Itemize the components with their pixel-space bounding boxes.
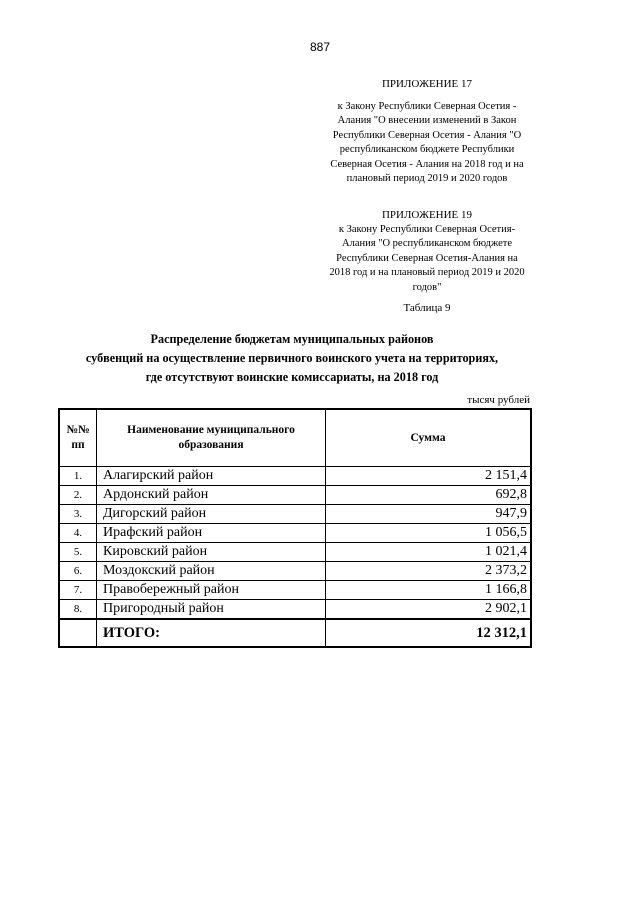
appendix-19-line: Республики Северная Осетия-Алания на	[336, 252, 518, 264]
distribution-table	[58, 408, 532, 648]
table-row	[59, 581, 531, 600]
row-sum: 1 056,5	[326, 524, 532, 543]
row-number: 7.	[59, 581, 97, 600]
header-number: №№ пп	[59, 409, 97, 467]
table-row	[59, 543, 531, 562]
table-row	[59, 524, 531, 543]
appendix-17-line: Республики Северная Осетия - Алания "О	[332, 129, 522, 141]
appendix-19-line: 2018 год и на плановый период 2019 и 2020	[329, 267, 525, 278]
table-row	[59, 505, 531, 524]
appendix-17-heading: ПРИЛОЖЕНИЕ 17	[381, 78, 473, 90]
title-line: Распределение бюджетам муниципальных районов	[150, 332, 434, 346]
title-line: где отсутствуют воинские комиссариаты, на 2018 год	[145, 370, 439, 384]
table-header-row	[59, 409, 531, 467]
row-number: 4.	[59, 524, 97, 543]
header-sum: Сумма	[326, 409, 532, 467]
row-name: Ардонский район	[97, 486, 326, 505]
page-number: 887	[309, 40, 331, 54]
total-sum: 12 312,1	[326, 619, 532, 647]
appendix-17-line: республиканском бюджете Республики	[339, 144, 515, 155]
title-line: субвенций на осуществление первичного воинского учета на территориях,	[85, 351, 499, 365]
row-number: 5.	[59, 543, 97, 562]
appendix-19-line: годов"	[412, 281, 442, 293]
appendix-19-block	[322, 208, 532, 295]
header-name: Наименование муниципального образования	[97, 409, 326, 467]
appendix-19-heading: ПРИЛОЖЕНИЕ 19	[381, 209, 473, 221]
appendix-17-block	[322, 77, 532, 187]
appendix-19-line: к Закону Республики Северная Осетия-	[338, 223, 516, 235]
row-name: Правобережный район	[97, 581, 326, 600]
document-title	[52, 330, 532, 387]
row-number: 8.	[59, 600, 97, 620]
row-number: 6.	[59, 562, 97, 581]
row-number: 2.	[59, 486, 97, 505]
table-label: Таблица 9	[403, 302, 451, 314]
table-row	[59, 562, 531, 581]
row-name: Дигорский район	[97, 505, 326, 524]
table-row	[59, 486, 531, 505]
row-sum: 692,8	[326, 486, 532, 505]
appendix-17-line: Алания "О внесении изменений в Закон	[337, 115, 517, 126]
total-empty-cell	[59, 619, 97, 647]
row-sum: 2 373,2	[326, 562, 532, 581]
row-sum: 2 902,1	[326, 600, 532, 620]
row-name: Моздокский район	[97, 562, 326, 581]
appendix-17-line: Северная Осетия - Алания на 2018 год и на	[330, 158, 524, 170]
table-row	[59, 600, 531, 620]
row-sum: 2 151,4	[326, 467, 532, 486]
row-number: 1.	[59, 467, 97, 486]
row-sum: 1 166,8	[326, 581, 532, 600]
row-name: Кировский район	[97, 543, 326, 562]
row-name: Пригородный район	[97, 600, 326, 620]
units-label: тысяч рублей	[467, 394, 530, 406]
table-row	[59, 467, 531, 486]
total-row	[59, 619, 531, 647]
row-name: Ирафский район	[97, 524, 326, 543]
row-sum: 947,9	[326, 505, 532, 524]
appendix-17-line: к Закону Республики Северная Осетия -	[337, 100, 517, 112]
row-name: Алагирский район	[97, 467, 326, 486]
appendix-17-line: плановый период 2019 и 2020 годов	[346, 173, 508, 184]
appendix-19-line: Алания "О республиканском бюджете	[342, 238, 512, 249]
row-sum: 1 021,4	[326, 543, 532, 562]
row-number: 3.	[59, 505, 97, 524]
total-label: ИТОГО:	[97, 619, 326, 647]
